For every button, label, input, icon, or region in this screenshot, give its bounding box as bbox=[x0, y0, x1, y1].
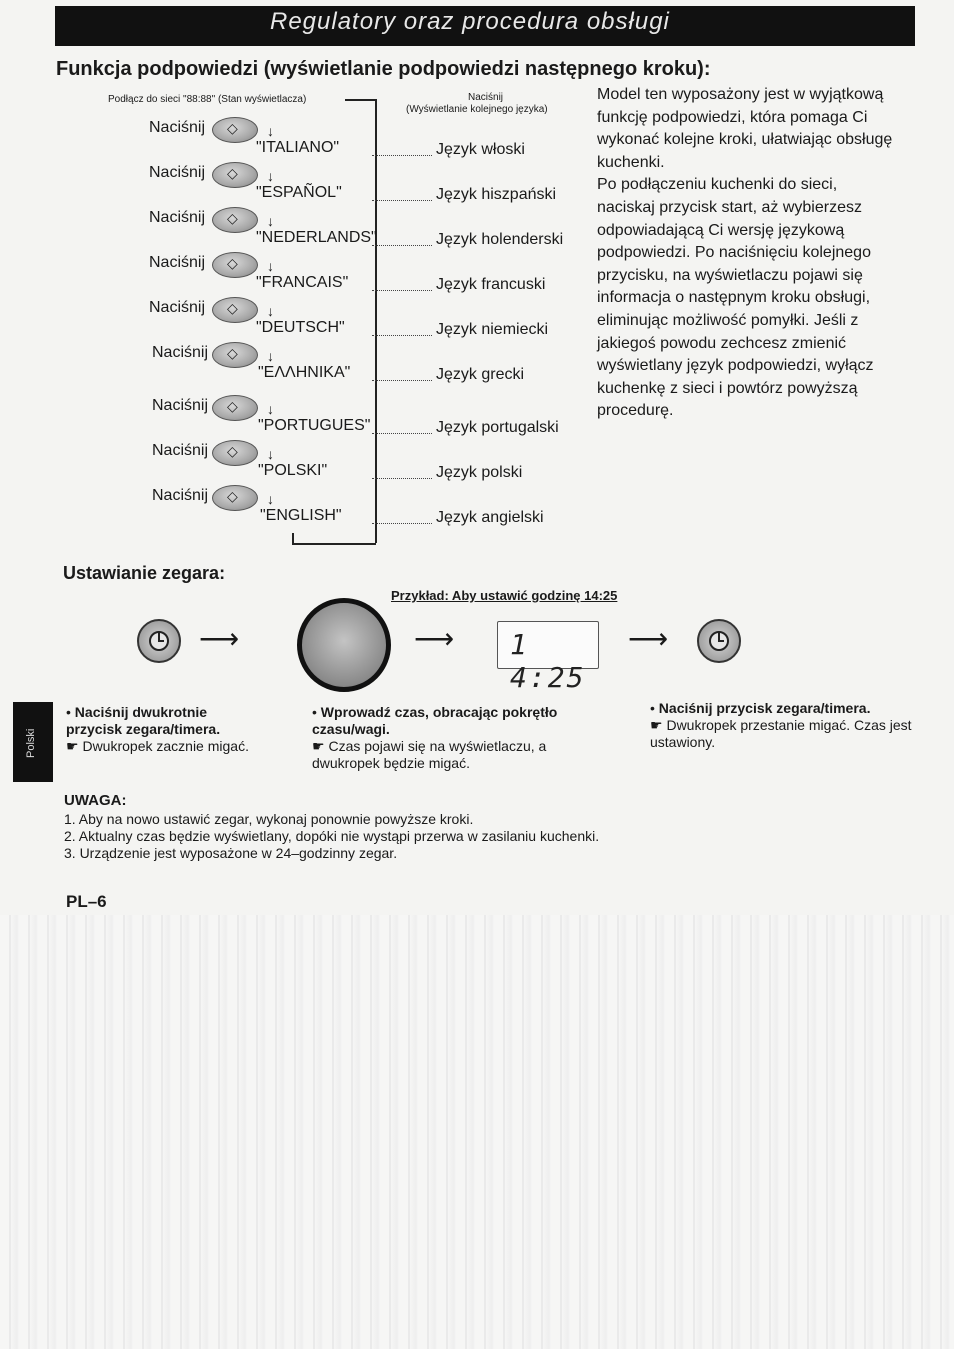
diamond-icon: ◇ bbox=[227, 398, 238, 414]
step3-note: Dwukropek przestanie migać. Czas jest ustawiony. bbox=[650, 717, 912, 750]
clock-step-3: • Naciśnij przycisk zegara/timera. ☛ Dwukropek przestanie migać. Czas jest ustawiony. bbox=[650, 700, 912, 750]
arrow-right-icon: ⟶ bbox=[628, 623, 669, 654]
leader-dots bbox=[372, 290, 432, 291]
page-number: PL–6 bbox=[66, 892, 107, 911]
display-language-name: "ΕΛΛΗΝΙΚΑ" bbox=[258, 364, 351, 381]
start-button-icon bbox=[212, 207, 258, 233]
arrow-down-icon: ↓ bbox=[267, 401, 274, 417]
display-language-name: "PORTUGUES" bbox=[258, 417, 371, 434]
start-button-icon bbox=[212, 117, 258, 143]
arrow-down-icon: ↓ bbox=[267, 491, 274, 507]
plug-note: Podłącz do sieci "88:88" (Stan wyświetlacza) bbox=[108, 94, 307, 105]
notes-title: UWAGA: bbox=[64, 792, 127, 809]
leader-dots bbox=[372, 523, 432, 524]
language-description: Język angielski bbox=[436, 509, 544, 526]
leader-dots bbox=[372, 433, 432, 434]
start-button-icon bbox=[212, 395, 258, 421]
arrow-right-icon: ⟶ bbox=[414, 623, 455, 654]
press-label: Naciśnij bbox=[149, 164, 206, 181]
description-para-1: Model ten wyposażony jest w wyjątkową funkcję podpowiedzi, która pomaga Ci wykonać kolejne kroki, ułatwiając obsługę kuchenki. bbox=[597, 86, 893, 171]
step1-instruction: Naciśnij dwukrotnie przycisk zegara/timera. bbox=[66, 704, 221, 737]
language-description: Język holenderski bbox=[436, 231, 564, 248]
note-item: 3. Urządzenie jest wyposażone w 24–godzinny zegar. bbox=[64, 845, 398, 861]
display-value: 1 4:25 bbox=[510, 628, 586, 694]
language-description: Język polski bbox=[436, 464, 523, 481]
diamond-icon: ◇ bbox=[227, 210, 238, 226]
start-button-icon bbox=[212, 252, 258, 278]
press-label: Naciśnij bbox=[149, 119, 206, 136]
side-tab-label: Polski bbox=[25, 728, 37, 758]
language-description: Język niemiecki bbox=[436, 321, 549, 338]
diamond-icon: ◇ bbox=[227, 165, 238, 181]
description-para-2: Po podłączeniu kuchenki do sieci, naciskaj przycisk start, aż wybierzesz odpowiadającą Ci wersję językową podpowiedzi. Po naciśnięciu kolejnego przycisku, na wyświetlaczu pojawi się informacja o następnym kroku obsługi, eliminując możliwość pomyłki. Jeśli z jakiegoś powodu zechcesz zmienić wyświetlany język podpowiedzi, wyłącz kuchenkę z sieci i powtórz powyższą procedurę. bbox=[597, 176, 874, 420]
bracket-top-line bbox=[345, 99, 376, 101]
display-language-name: "NEDERLANDS" bbox=[256, 229, 377, 246]
press-header: Naciśnij bbox=[468, 92, 504, 103]
scan-background-lines bbox=[0, 915, 954, 1349]
diamond-icon: ◇ bbox=[227, 443, 238, 459]
page-title: Regulatory oraz procedura obsługi bbox=[270, 8, 670, 35]
arrow-right-icon: ⟶ bbox=[199, 623, 240, 654]
display-language-name: "DEUTSCH" bbox=[256, 319, 345, 336]
display-language-name: "ENGLISH" bbox=[260, 507, 342, 524]
display-language-name: "POLSKI" bbox=[258, 462, 328, 479]
clock-step-2: • Wprowadź czas, obracając pokrętło czasu/wagi. ☛ Czas pojawi się na wyświetlaczu, a dwukropek będzie migać. bbox=[312, 704, 558, 771]
press-label: Naciśnij bbox=[152, 344, 209, 361]
clock-timer-button-icon bbox=[697, 619, 741, 663]
diamond-icon: ◇ bbox=[227, 345, 238, 361]
language-side-tab bbox=[13, 702, 53, 782]
note-item: 1. Aby na nowo ustawić zegar, wykonaj ponownie powyższe kroki. bbox=[64, 811, 474, 827]
press-label: Naciśnij bbox=[149, 299, 206, 316]
display-panel bbox=[497, 621, 599, 694]
step2-instruction: Wprowadź czas, obracając pokrętło czasu/wagi. bbox=[312, 704, 558, 737]
hint-description bbox=[597, 84, 897, 423]
bracket-bottom-line bbox=[292, 543, 376, 545]
step3-instruction: Naciśnij przycisk zegara/timera. bbox=[658, 700, 871, 716]
press-label: Naciśnij bbox=[149, 254, 206, 271]
diamond-icon: ◇ bbox=[227, 255, 238, 271]
press-subheader: (Wyświetlanie kolejnego języka) bbox=[406, 104, 548, 115]
section-title-clock: Ustawianie zegara: bbox=[63, 563, 226, 583]
arrow-down-icon: ↓ bbox=[267, 213, 274, 229]
clock-step-1: • Naciśnij dwukrotnie przycisk zegara/timera. ☛ Dwukropek zacznie migać. bbox=[66, 704, 249, 754]
leader-dots bbox=[372, 200, 432, 201]
arrow-down-icon: ↓ bbox=[267, 258, 274, 274]
language-description: Język hiszpański bbox=[436, 186, 557, 203]
press-label: Naciśnij bbox=[149, 209, 206, 226]
section-title-hints: Funkcja podpowiedzi (wyświetlanie podpowiedzi następnego kroku): bbox=[56, 58, 711, 80]
arrow-down-icon: ↓ bbox=[267, 123, 274, 139]
display-language-name: "ESPAÑOL" bbox=[256, 184, 342, 201]
arrow-down-icon: ↓ bbox=[267, 168, 274, 184]
leader-dots bbox=[372, 335, 432, 336]
press-label: Naciśnij bbox=[152, 487, 209, 504]
press-label: Naciśnij bbox=[152, 397, 209, 414]
step2-note: Czas pojawi się na wyświetlaczu, a dwukropek będzie migać. bbox=[312, 738, 547, 771]
display-language-name: "ITALIANO" bbox=[256, 139, 340, 156]
start-button-icon bbox=[212, 485, 258, 511]
start-button-icon bbox=[212, 342, 258, 368]
example-text: Przykład: Aby ustawić godzinę 14:25 bbox=[391, 588, 618, 603]
note-item: 2. Aktualny czas będzie wyświetlany, dopóki nie wystąpi przerwa w zasilaniu kuchenki. bbox=[64, 828, 600, 844]
press-label: Naciśnij bbox=[152, 442, 209, 459]
start-button-icon bbox=[212, 440, 258, 466]
diamond-icon: ◇ bbox=[227, 120, 238, 136]
language-description: Język grecki bbox=[436, 366, 525, 383]
leader-dots bbox=[372, 245, 432, 246]
language-description: Język francuski bbox=[436, 276, 546, 293]
display-language-name: "FRANCAIS" bbox=[256, 274, 349, 291]
arrow-down-icon: ↓ bbox=[267, 348, 274, 364]
bracket-vertical-line bbox=[375, 99, 377, 543]
arrow-down-icon: ↓ bbox=[267, 303, 274, 319]
arrow-down-icon: ↓ bbox=[267, 446, 274, 462]
step1-note: Dwukropek zacznie migać. bbox=[82, 738, 249, 754]
start-button-icon bbox=[212, 297, 258, 323]
leader-dots bbox=[372, 155, 432, 156]
language-description: Język portugalski bbox=[436, 419, 559, 436]
leader-dots bbox=[372, 380, 432, 381]
language-description: Język włoski bbox=[436, 141, 525, 158]
diamond-icon: ◇ bbox=[227, 488, 238, 504]
diamond-icon: ◇ bbox=[227, 300, 238, 316]
start-button-icon bbox=[212, 162, 258, 188]
leader-dots bbox=[372, 478, 432, 479]
clock-timer-button-icon bbox=[137, 619, 181, 663]
time-weight-dial-icon bbox=[297, 598, 391, 692]
